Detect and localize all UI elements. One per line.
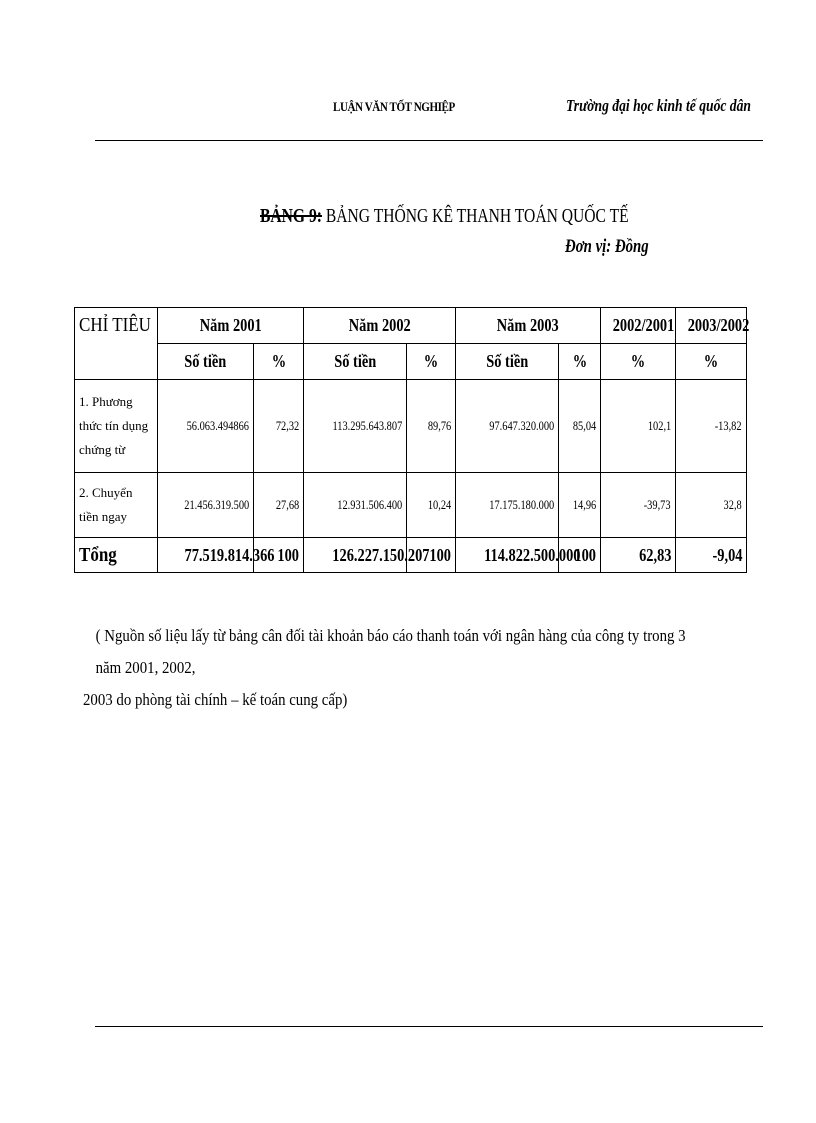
- cell-amount-2003: 97.647.320.000: [456, 380, 559, 473]
- cell-amount-2001: 56.063.494866: [158, 380, 254, 473]
- total-percent-2002: 100: [407, 538, 456, 573]
- cell-ratio-2002-2001: -39,73: [601, 473, 676, 538]
- row-label: 2. Chuyển tiền ngay: [75, 473, 158, 538]
- cell-amount-2001: 21.456.319.500: [158, 473, 254, 538]
- source-note-line: ( Nguồn số liệu lấy từ bảng cân đối tài khoản báo cáo thanh toán với ngân hàng của công ty trong 3 năm 2001, 2002,: [95, 626, 686, 677]
- subheader-percent: %: [559, 344, 601, 380]
- header-thesis-label: LUẬN VĂN TỐT NGHIỆP: [333, 99, 455, 114]
- unit-label: Đơn vị: Đồng: [565, 236, 649, 257]
- table-subheader-row: [75, 344, 747, 380]
- cell-percent-2001: 72,32: [254, 380, 304, 473]
- cell-percent-2001: 27,68: [254, 473, 304, 538]
- source-note-line: 2003 do phòng tài chính – kế toán cung cấp): [83, 690, 348, 709]
- subheader-percent: %: [407, 344, 456, 380]
- row-label: 1. Phương thức tín dụng chứng từ: [75, 380, 158, 473]
- cell-ratio-2002-2001: 102,1: [601, 380, 676, 473]
- table-row: [75, 473, 747, 538]
- total-percent-2001: 100: [254, 538, 304, 573]
- cell-amount-2002: 113.295.643.807: [304, 380, 407, 473]
- cell-percent-2002: 89,76: [407, 380, 456, 473]
- header-year-2003: Năm 2003: [456, 308, 601, 344]
- total-amount-2003: 114.822.500.000: [456, 538, 559, 573]
- cell-amount-2002: 12.931.506.400: [304, 473, 407, 538]
- subheader-percent: %: [254, 344, 304, 380]
- header-year-2001: Năm 2001: [158, 308, 304, 344]
- subheader-amount: Số tiền: [456, 344, 559, 380]
- header-year-2002: Năm 2002: [304, 308, 456, 344]
- header-ratio-2003-2002: 2003/2002: [676, 308, 747, 344]
- total-ratio-2002-2001: 62,83: [601, 538, 676, 573]
- cell-amount-2003: 17.175.180.000: [456, 473, 559, 538]
- subheader-amount: Số tiền: [158, 344, 254, 380]
- total-label: Tổng: [75, 538, 158, 573]
- cell-ratio-2003-2002: -13,82: [676, 380, 747, 473]
- subheader-percent: %: [601, 344, 676, 380]
- total-percent-2003: 100: [559, 538, 601, 573]
- cell-percent-2002: 10,24: [407, 473, 456, 538]
- total-amount-2002: 126.227.150.207: [304, 538, 407, 573]
- header-chi-tieu: CHỈ TIÊU: [75, 308, 158, 380]
- table-title: [260, 205, 629, 228]
- footer-divider: [95, 1026, 763, 1027]
- subheader-percent: %: [676, 344, 747, 380]
- total-amount-2001: 77.519.814.366: [158, 538, 254, 573]
- table-row: [75, 380, 747, 473]
- header-divider: [95, 140, 763, 141]
- table-title-text: BẢNG THỐNG KÊ THANH TOÁN QUỐC TẾ: [325, 205, 629, 227]
- header-university-name: Trường đại học kinh tế quốc dân: [566, 96, 751, 115]
- subheader-amount: Số tiền: [304, 344, 407, 380]
- cell-percent-2003: 85,04: [559, 380, 601, 473]
- table-total-row: [75, 538, 747, 573]
- cell-ratio-2003-2002: 32,8: [676, 473, 747, 538]
- statistics-table: [74, 307, 750, 573]
- cell-percent-2003: 14,96: [559, 473, 601, 538]
- table-number: BẢNG 9:: [260, 205, 322, 227]
- source-note: [83, 620, 713, 716]
- total-ratio-2003-2002: -9,04: [676, 538, 747, 573]
- header-ratio-2002-2001: 2002/2001: [601, 308, 676, 344]
- table-header-row: [75, 308, 747, 344]
